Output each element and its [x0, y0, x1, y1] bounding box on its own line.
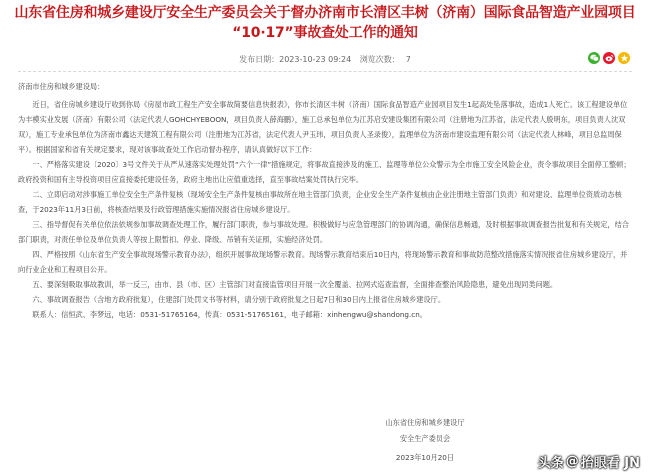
paragraph-item-4: 四、严格按照《山东省生产安全事故现场警示教育办法》，组织开展事故现场警示教育。现场警示教育结束后10日内，将现场警示教育和事故防范整改措施落实情况报省住房城乡建设厅，并向行业企业和工程项目公开。 [18, 250, 628, 274]
article-title-line-2: “10·17”事故查处工作的通知 [232, 25, 418, 41]
qq-zone-icon[interactable] [618, 52, 630, 64]
contact-person: 信恒武、李梦远， [61, 310, 119, 319]
email-label: 电子邮箱： [291, 310, 328, 319]
article-body [18, 79, 632, 322]
article-meta [0, 54, 650, 66]
signature-org-line-1: 山东省住房和城乡建设厅 [385, 418, 465, 427]
publish-date-label: 发布日期： [239, 55, 280, 64]
email-address[interactable]: xinhengwu@shandong.cn。 [327, 310, 427, 319]
wechat-icon[interactable] [588, 52, 600, 64]
fax-label: 传真： [204, 310, 227, 319]
view-count-label: 浏览次数： [359, 55, 400, 64]
contact-label: 联系人： [32, 310, 62, 319]
watermark-platform: 头条 [537, 456, 564, 471]
watermark-account: 抬眼看 JN [580, 456, 640, 471]
paragraph-item-1: 一、严格落实建设〔2020〕3号文件关于从严从速落实处理处罚“六个一律”措施规定，将事故直接涉及的施工、监理等单位公众警示为全市施工安全风险企业，责令事故项目全面停工整顿；政府投资和国有主导投资项目应直接委托建设任务，政府主地出让应值重选择，直至事故结案处罚执行完毕。 [18, 160, 631, 184]
salutation: 济南市住房和城乡建设局： [18, 82, 105, 91]
paragraph-item-3: 三、指导督促有关单位依法依规参加事故调查处理工作，履行部门职责，参与事故处理。积极做好与应急管理部门的协调沟通，确保信息畅通，及时根据事故调查报告批复和有关规定，结合部门职责，对责任单位及单位负责人等按上限暂扣、停业、降级、吊销有关证照，实施经济处罚。 [18, 220, 629, 244]
weibo-icon[interactable] [603, 52, 615, 64]
view-count [360, 55, 411, 64]
paragraph-item-2: 二、立即启动对涉事施工单位安全生产条件复核（现场安全生产条件复核由事故所在地主管部门负责，企业安全生产条件复核由企业注册地主管部门负责）和对建设、监理单位资质动态核查，于2023年11月3日前，将核查结果及行政管理措施实施情况报省住房城乡建设厅。 [18, 190, 622, 214]
signature-org-line-2: 安全生产委员会 [399, 434, 451, 443]
phone-label: 电话： [118, 310, 141, 319]
watermark-at: @ [565, 454, 579, 469]
contact-line [18, 307, 632, 322]
watermark [538, 452, 640, 471]
article-title-line-1: 山东省住房和城乡建设厅安全生产委员会关于督办济南市长清区丰树（济南）国际食品智造产业园项目 [14, 5, 636, 21]
share-bar [588, 52, 630, 64]
signature-date: 2023年10月20日 [395, 453, 455, 462]
view-count-value: 7 [405, 55, 411, 64]
publish-date [239, 55, 351, 64]
fax-number: 0531-51765161， [226, 310, 292, 319]
phone-number: 0531-51765164， [140, 310, 205, 319]
paragraph-item-6: 六、事故调查报告（含地方政府批复），住建部门处罚文书等材料，请分别于政府批复之日起7日和30日内上报省住房城乡建设厅。 [32, 295, 446, 304]
publish-date-value: 2023-10-23 09:24 [279, 55, 352, 64]
title-divider [18, 71, 632, 72]
article-title [0, 3, 650, 43]
paragraph-intro: 近日，省住房城乡建设厅收到你局《房屋市政工程生产安全事故简要信息快报表》，你市长清区丰树（济南）国际食品智造产业园项目发生1起高处坠落事故，造成1人死亡。该工程建设单位为丰模实业发展（济南）有限公司（法定代表人GOHCHYEBOON，项目负责人薛海鹏），施工总承包单位为江苏启安建设集团有限公司（注册地为江苏省，法定代表人殷明东，项目负责人沈双双），施工专业承包单位为济南市鑫达天建筑工程有限公司（注册地为江苏省，法定代表人尹玉玮，项目负责人圣录俊），监理单位为济南市建设监理有限公司（法定代表人林峰，项目总监周保平）。根据国家和省有关规定要求，现对该事故查处工作启动督办程序，请认真做好以下工作： [18, 100, 628, 154]
paragraph-item-5: 五、要深刻吸取事故教训，举一反三，由市、县（市、区）主管部门对直接监管项目开展一次全覆盖、拉网式巡查监督，全面排查整治风险隐患，避免出现同类问题。 [32, 280, 558, 289]
